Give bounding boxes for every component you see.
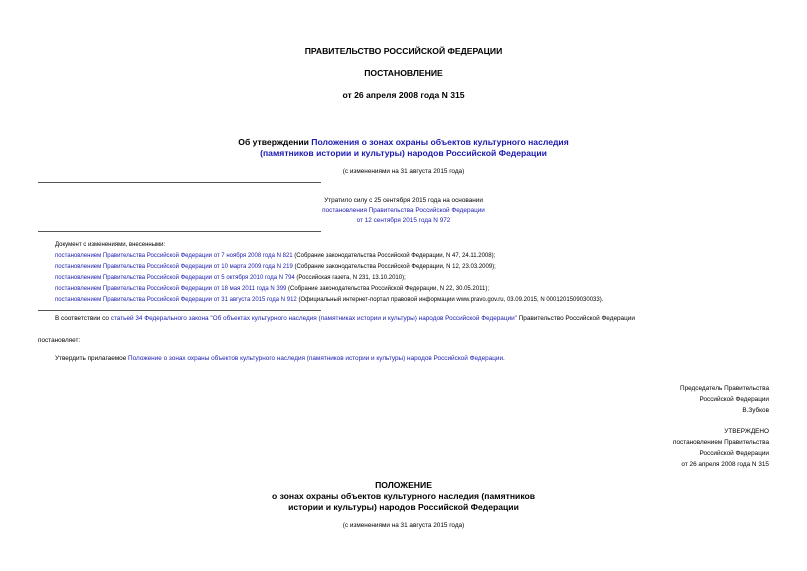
- approved-heading: УТВЕРЖДЕНО: [724, 428, 769, 435]
- approved-line4: от 26 апреля 2008 года N 315: [681, 461, 769, 468]
- change-link[interactable]: постановлением Правительства Российской Федерации от 7 ноября 2008 года N 821: [55, 253, 293, 259]
- change-link[interactable]: постановлением Правительства Российской Федерации от 10 марта 2009 года N 219: [55, 264, 293, 270]
- title-prefix: Об утверждении: [238, 137, 312, 147]
- divider: [38, 231, 321, 232]
- title-link-line2[interactable]: (памятников истории и культуры) народов Российской Федерации: [260, 148, 547, 158]
- amended-note: (с изменениями на 31 августа 2015 года): [342, 168, 465, 175]
- change-item: [55, 286, 489, 292]
- approved-line2: постановлением Правительства: [673, 439, 769, 446]
- signature-line1: Председатель Правительства: [680, 385, 769, 392]
- resolves-text: постановляет:: [38, 337, 81, 344]
- paragraph-approve: [55, 355, 505, 362]
- change-link[interactable]: постановлением Правительства Российской Федерации от 18 мая 2011 года N 399: [55, 286, 287, 292]
- government-heading: ПРАВИТЕЛЬСТВО РОССИЙСКОЙ ФЕДЕРАЦИИ: [304, 46, 503, 56]
- regulation-amended-note: (с изменениями на 31 августа 2015 года): [342, 522, 465, 529]
- regulation-subtitle1: о зонах охраны объектов культурного наследия (памятников: [271, 491, 536, 501]
- basis-prefix: В соответствии со: [55, 315, 111, 322]
- approve-prefix: Утвердить прилагаемое: [55, 355, 129, 362]
- law-article-link[interactable]: статьей 34 Федерального закона "Об объектах культурного наследия (памятниках истории и культуры) народов Российской Федерации": [110, 315, 517, 322]
- divider: [38, 182, 321, 183]
- changes-intro: Документ с изменениями, внесенными:: [55, 242, 166, 248]
- change-item: [55, 253, 495, 259]
- approved-line3: Российской Федерации: [699, 450, 769, 457]
- regulation-link[interactable]: Положение о зонах охраны объектов культурного наследия (памятников истории и культуры) народов Российской Федерации: [128, 355, 504, 362]
- change-source: (Собрание законодательства Российской Федерации, N 12, 23.03.2009);: [292, 264, 496, 270]
- doc-type-heading: ПОСТАНОВЛЕНИЕ: [364, 68, 443, 78]
- regulation-title: ПОЛОЖЕНИЕ: [375, 480, 432, 490]
- doc-date-number: от 26 апреля 2008 года N 315: [342, 90, 465, 100]
- title-link-line1[interactable]: Положения о зонах охраны объектов культурного наследия: [311, 137, 569, 147]
- change-item: [55, 275, 406, 281]
- change-link[interactable]: постановлением Правительства Российской Федерации от 31 августа 2015 года N 912: [55, 297, 297, 303]
- invalid-link-line2[interactable]: постановления Правительства Российской Федерации: [322, 207, 485, 214]
- document-title: [0, 137, 807, 147]
- change-source: (Официальный интернет-портал правовой информации www.pravo.gov.ru, 03.09.2015, N 0001201509030033).: [296, 297, 604, 303]
- regulation-subtitle2: истории и культуры) народов Российской Федерации: [288, 502, 519, 512]
- approve-suffix: .: [503, 355, 505, 362]
- change-source: (Собрание законодательства Российской Федерации, N 22, 30.05.2011);: [286, 286, 489, 292]
- paragraph-basis: [55, 315, 635, 322]
- divider: [38, 310, 321, 311]
- invalid-link-line3[interactable]: от 12 сентября 2015 года N 972: [356, 217, 451, 224]
- change-link[interactable]: постановлением Правительства Российской Федерации от 5 октября 2010 года N 794: [55, 275, 295, 281]
- change-item: [55, 264, 496, 270]
- change-source: (Собрание законодательства Российской Федерации, N 47, 24.11.2008);: [292, 253, 496, 259]
- change-source: (Российская газета, N 231, 13.10.2010);: [294, 275, 406, 281]
- invalid-line1: Утратило силу с 25 сентября 2015 года на основании: [324, 197, 483, 204]
- basis-suffix: Правительство Российской Федерации: [516, 315, 635, 322]
- signature-name: В.Зубков: [742, 407, 769, 414]
- change-item: [55, 297, 603, 303]
- signature-line2: Российской Федерации: [699, 396, 769, 403]
